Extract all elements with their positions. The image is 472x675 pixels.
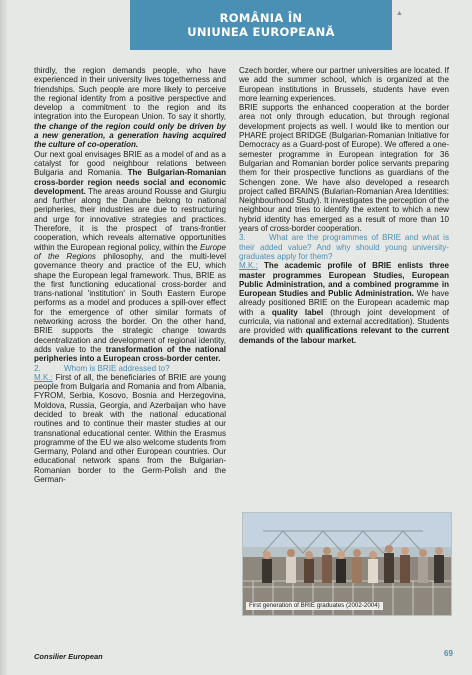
- section-header-banner: [130, 0, 392, 50]
- graduates-photo: [242, 512, 452, 616]
- answer-paragraph: M.K.: The academic profile of BRIE enlists three master programmes European Studies, European Public Administration, and a combined programme in European Studies and Public Administration. We have already positioned BRIE on the European academic map with a quality label (through joint development of curricula, via national and external accreditation). Students are provided with qualifications relevant to the current demands of the labour market.: [239, 261, 450, 345]
- interview-question-2: 2. Whom is BRIE addressed to?: [34, 363, 170, 373]
- corner-mark-icon: ▲: [396, 10, 403, 17]
- page-number: 69: [444, 649, 453, 658]
- paragraph: Czech border, where our partner universities are located. If we add the summer school, which is organized at the European institutions in Brussels, students have even more learning experiences.: [239, 66, 449, 103]
- group-photo-illustration: [243, 513, 451, 615]
- header-line-2: UNIUNEA EUROPEANĂ: [187, 25, 335, 39]
- interviewee-initials: M.K.:: [34, 372, 53, 382]
- left-column: [34, 66, 226, 484]
- page-gutter: [0, 0, 8, 675]
- interview-question-3: 3. What are the programmes of BRIE and what is their added value? And why should young university-graduates apply for them?: [239, 233, 449, 261]
- header-line-1: ROMÂNIA ÎN: [219, 11, 303, 25]
- paragraph: BRIE supports the enhanced cooperation at the border area not only through education, but through regional development projects as well. I would like to mention our PHARE project BRIDGE (Bulgarian-Romanian Initiative for Democracy as a Guard-post of Europe). We offered a one-semester programme in European integration for 36 Bulgarian and Romanian border police servants preparing them for their prospective functions as guardians of the Schengen zone. We have also developed a research project called BRAINS (Bularian-Romanian Area Identities: Neighbourhood Study). It investigates the perception of the neighbour and tries to identify the extent to which a new hybrid identity has emerged as a result of more than 10 years of cross-border cooperation.: [239, 103, 449, 234]
- paragraph: thirdly, the region demands people, who have experienced in their university lives togetherness and friendships. Such people are more likely to perceive the regional identity from a positive perspective and develop a commitment to the region and its integration into the European Union. To say it shortly, the change of the region could only be driven by a new generation, a generation having acquired the culture of co-operation.: [34, 66, 226, 150]
- photo-caption: First generation of BRIE graduates (2002-2004): [246, 602, 383, 610]
- paragraph: Our next goal envisages BRIE as a model of and as a catalyst for good neighbour relations between Bulgaria and Romania. The Bulgarian-Romanian cross-border region needs social and economic development. The areas around Rousse and Giurgiu and further along the Danube belong to national peripheries, their industries are due to restructuring and urge for innovative strategies and practices. Therefore, it is the prospect of trans-frontier cooperation, which reveals alternative opportunities within the European regional policy, within the Europe of the Regions philosophy, and the multi-level governance theory and practice of the EU, which shape the European legal framework. Thus, BRIE as the first functioning educational cross-border and trans-national 'institution' in South Eastern Europe performs as a model and produces a spill-over effect for the emergence of other similar formats of networking across the border. On the other hand, BRIE supports the strategic change towards decentralization and development of regional identity, adds value to the transformation of the national peripheries into a European cross-border center.: [34, 149, 226, 364]
- interviewee-initials: M.K.:: [239, 261, 258, 271]
- publication-name: Consilier European: [34, 652, 103, 661]
- answer-paragraph: M.K.: First of all, the beneficiaries of BRIE are young people from Bulgaria and Romania and from Albania, FYROM, Serbia, Kosovo, Bosnia and Herzegovina, Moldova, Russia, Georgia, and Azerbaijan who have decided to break with the national educational routines and to continue their master studies at our transnational educational center. Within the Erasmus programme of the EU we also welcome students from Germany, Poland and other European countries. Our educational network spans from the Bulgarian-Romanian border to the Germ-Polish and the German-: [34, 372, 226, 485]
- right-column: [239, 66, 449, 345]
